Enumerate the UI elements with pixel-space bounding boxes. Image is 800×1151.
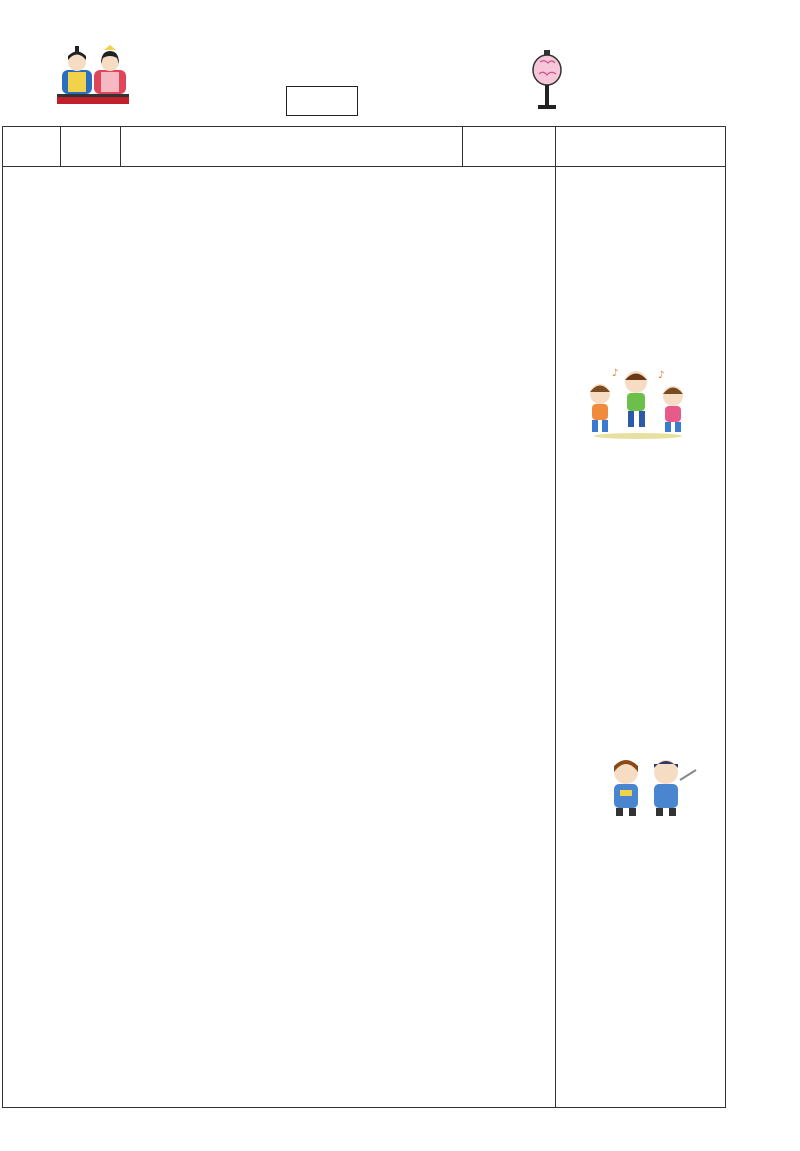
notice-column <box>555 127 725 1107</box>
title-month <box>286 86 358 116</box>
header-day <box>3 127 61 166</box>
svg-text:♪: ♪ <box>612 368 619 379</box>
hina-dolls-icon <box>55 40 131 106</box>
graduating-children-icon <box>596 756 700 818</box>
header-weekday <box>61 127 121 166</box>
dancing-children-icon <box>578 364 698 442</box>
header-event <box>121 127 463 166</box>
table-header <box>3 127 555 167</box>
header-notice <box>556 127 725 167</box>
header-time <box>463 127 555 166</box>
schedule-table <box>2 126 726 1108</box>
svg-text:♪: ♪ <box>658 370 665 381</box>
bonbori-lantern-icon <box>530 50 564 112</box>
